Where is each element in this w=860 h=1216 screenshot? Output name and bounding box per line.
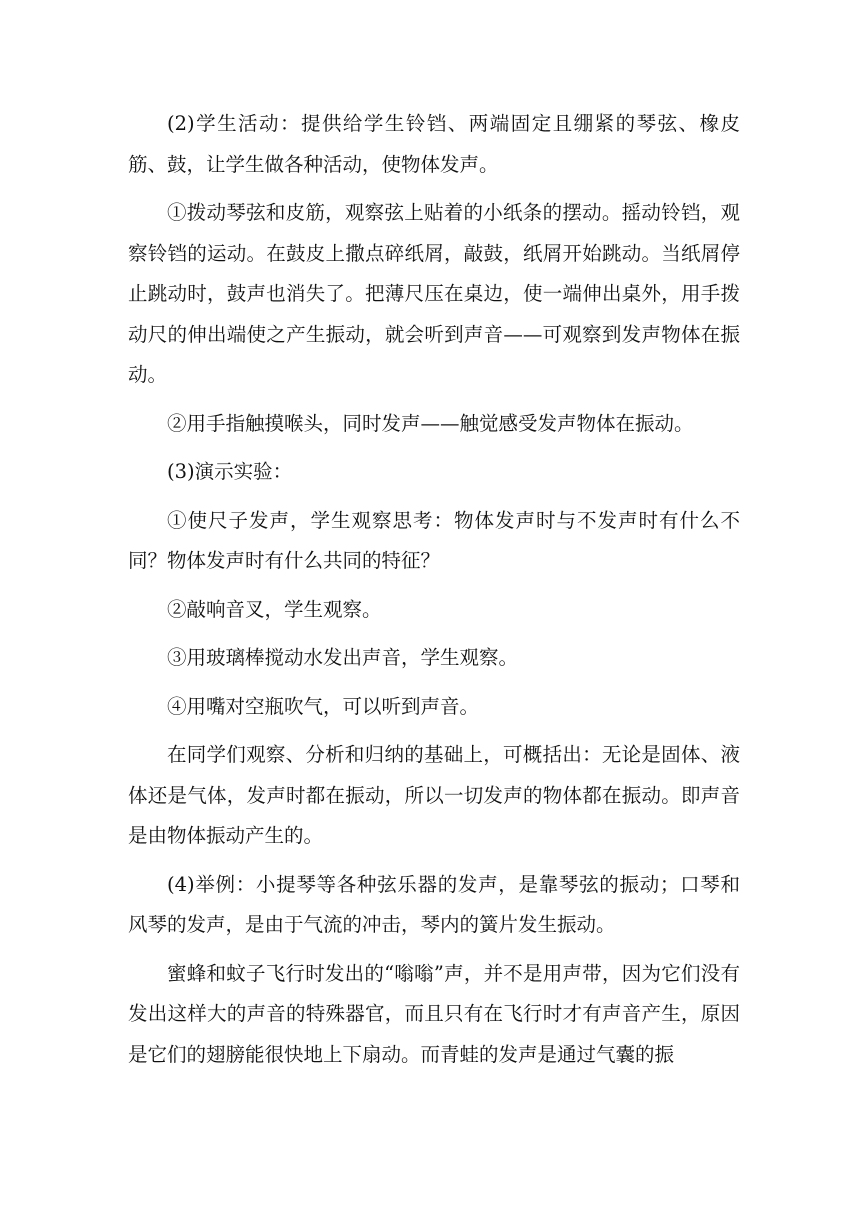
paragraph-glass-rod: ③用玻璃棒搅动水发出声音，学生观察。 bbox=[167, 646, 519, 669]
paragraph-ruler-sound: ①使尺子发声，学生观察思考：物体发声时与不发声时有什么不同？物体发声时有什么共同的特征？ bbox=[128, 508, 740, 572]
paragraph-touch-throat: ②用手指触摸喉头，同时发声——触觉感受发声物体在振动。 bbox=[167, 411, 694, 435]
paragraph-pluck-strings: ①拨动琴弦和皮筋，观察弦上贴着的小纸条的摆动。摇动铃铛，观察铃铛的运动。在鼓皮上撒点碎纸屑，敲鼓，纸屑开始跳动。当纸屑停止跳动时，鼓声也消失了。把薄尺压在桌边，使一端伸出桌外，用手拨动尺的伸出端使之产生振动，就会听到声音——可观察到发声物体在振动。 bbox=[128, 201, 740, 386]
paragraph-blow-bottle: ④用嘴对空瓶吹气，可以听到声音。 bbox=[167, 694, 480, 718]
paragraph-student-activity: (2)学生活动：提供给学生铃铛、两端固定且绷紧的琴弦、橡皮筋、鼓，让学生做各种活动，使物体发声。 bbox=[128, 112, 740, 176]
paragraph-conclusion: 在同学们观察、分析和归纳的基础上，可概括出：无论是固体、液体还是气体，发声时都在振动，所以一切发声的物体都在振动。即声音是由物体振动产生的。 bbox=[128, 743, 740, 847]
paragraph-tuning-fork: ②敲响音叉，学生观察。 bbox=[167, 597, 382, 621]
paragraph-insects: 蜜蜂和蚊子飞行时发出的“嗡嗡”声，并不是用声带，因为它们没有发出这样大的声音的特殊器官，而且只有在飞行时才有声音产生，原因是它们的翅膀能很快地上下扇动。而青蛙的发声是通过气囊的振 bbox=[128, 961, 740, 1066]
document-body bbox=[128, 104, 740, 1083]
paragraph-examples: (4)举例：小提琴等各种弦乐器的发声，是靠琴弦的振动；口琴和风琴的发声，是由于气流的冲击，琴内的簧片发生振动。 bbox=[128, 872, 740, 936]
paragraph-demo-heading: (3)演示实验： bbox=[167, 460, 293, 483]
